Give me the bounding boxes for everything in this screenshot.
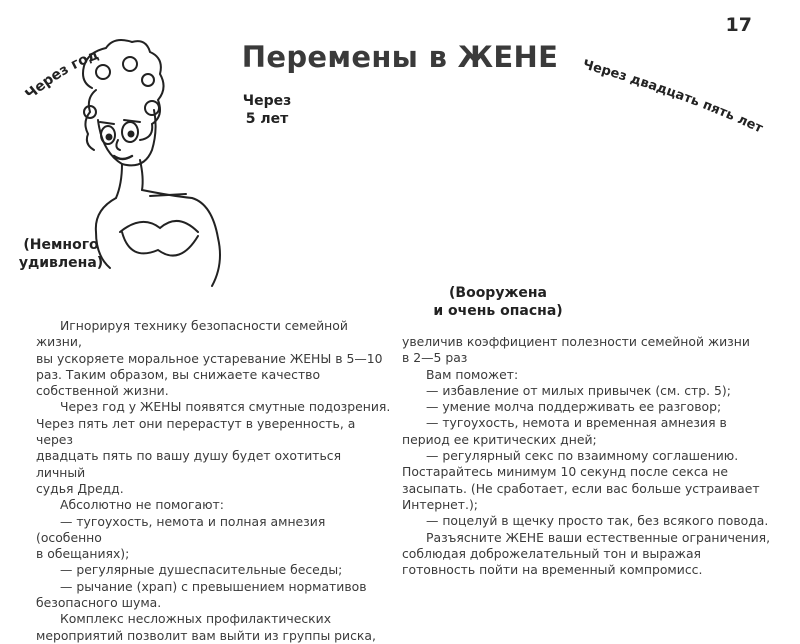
paragraph-line: Комплекс несложных профилактических bbox=[60, 611, 332, 627]
cartoon-illustrations bbox=[0, 0, 800, 310]
paragraph-line: в обещаниях); bbox=[36, 546, 130, 562]
paragraph-line: двадцать пять по вашу душу будет охотиться личный bbox=[36, 448, 342, 480]
paragraph-line: — регулярные душеспасительные беседы; bbox=[60, 562, 343, 578]
paragraph-line: Через год у ЖЕНЫ появятся смутные подозрения. bbox=[60, 399, 391, 415]
page-title: Перемены в ЖЕНЕ bbox=[241, 40, 559, 74]
label-five-years: Через 5 лет bbox=[242, 93, 292, 127]
paragraph-line: Постарайтесь минимум 10 секунд после секса не bbox=[402, 464, 728, 480]
paragraph-line: мероприятий позволит вам выйти из группы риска, bbox=[36, 627, 376, 643]
paragraph-line: — тугоухость, немота и временная амнезия в bbox=[426, 415, 727, 431]
paragraph-line: раз. Таким образом, вы снижаете качество bbox=[36, 366, 321, 382]
paragraph-line: — регулярный секс по взаимному соглашению. bbox=[426, 448, 739, 464]
paragraph-line: — умение молча поддерживать ее разговор; bbox=[426, 399, 722, 415]
right-text-column bbox=[402, 334, 774, 578]
page-number: 17 bbox=[725, 14, 752, 36]
left-text-column bbox=[36, 318, 392, 644]
paragraph-line: Игнорируя технику безопасности семейной жизни, bbox=[36, 318, 348, 350]
paragraph-line: безопасного шума. bbox=[36, 595, 162, 611]
paragraph-line: в 2—5 раз bbox=[402, 350, 468, 366]
paragraph-line: соблюдая доброжелательный тон и выражая bbox=[402, 545, 701, 561]
paragraph-line: собственной жизни. bbox=[36, 383, 169, 399]
paragraph-line: Через пять лет они перерастут в уверенность, а через bbox=[36, 415, 356, 448]
paragraph-line: Интернет.); bbox=[402, 496, 478, 512]
paragraph-line: — поцелуй в щечку просто так, без всякого повода. bbox=[426, 513, 769, 529]
paragraph-line: — рычание (храп) с превышением нормативов bbox=[60, 578, 367, 594]
caption-one-year: (Немного удивлена) bbox=[18, 237, 104, 271]
paragraph-line: Абсолютно не помогают: bbox=[60, 497, 224, 513]
paragraph-line: Разъясните ЖЕНЕ ваши естественные ограничения, bbox=[426, 529, 771, 545]
paragraph-line: — тугоухость, немота и полная амнезия (особенно bbox=[36, 513, 326, 545]
label-one-year: Через год bbox=[22, 46, 102, 103]
paragraph-line: готовность пойти на временный компромисс. bbox=[402, 562, 703, 578]
paragraph-line: увеличив коэффициент полезности семейной жизни bbox=[402, 334, 750, 349]
paragraph-line: судья Дредд. bbox=[36, 480, 124, 496]
paragraph-line: — избавление от милых привычек (см. стр. 5); bbox=[426, 382, 731, 398]
paragraph-line: засыпать. (Не сработает, если вас больше устраивает bbox=[402, 480, 760, 496]
paragraph-line: период ее критических дней; bbox=[402, 431, 597, 447]
label-twenty-five-years: Через двадцать пять лет bbox=[580, 57, 765, 137]
paragraph-line: вы ускоряете моральное устаревание ЖЕНЫ в 5—10 bbox=[36, 350, 383, 366]
caption-twenty-five-years: (Вооружена и очень опасна) bbox=[433, 285, 563, 319]
paragraph-line: Вам поможет: bbox=[426, 366, 519, 382]
